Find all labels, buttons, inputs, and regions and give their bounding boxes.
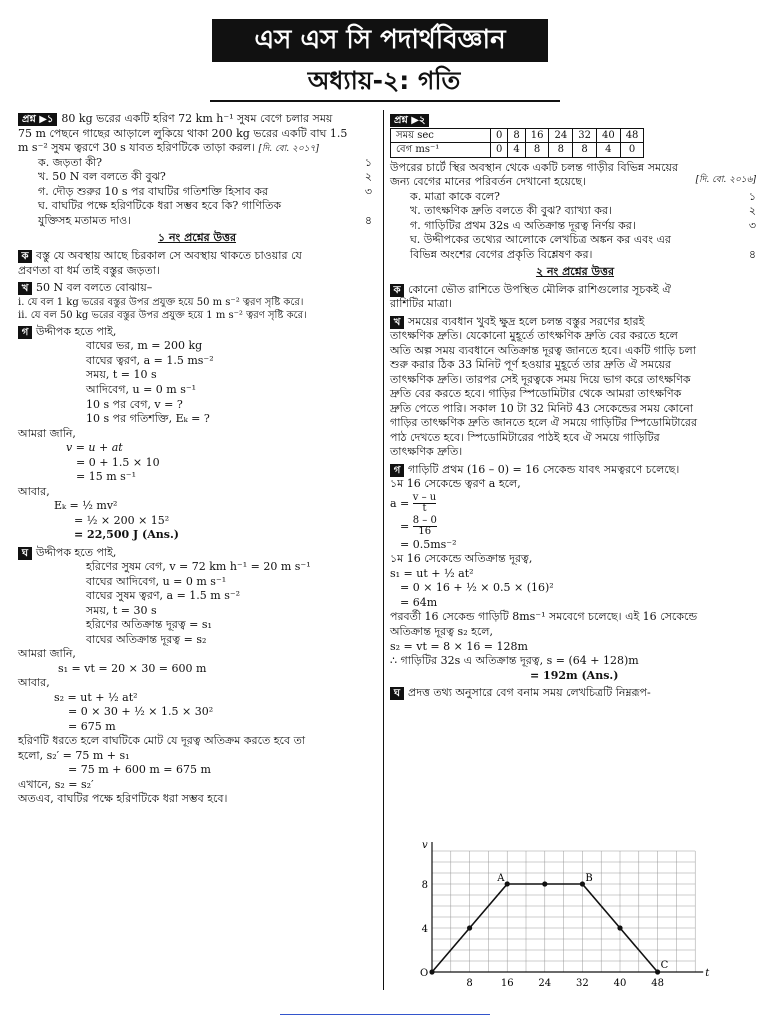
data-point <box>467 925 472 930</box>
q1-answer-heading: ১ নং প্রশ্নের উত্তর <box>157 231 237 245</box>
q1-stem-line-3: m s⁻² সুষম ত্বরণে 30 s যাবত হরিণটিকে তাড়া করল। [দি. বো. ২০১৭] <box>18 141 319 155</box>
q2-ans-ga-intro: গ গাড়িটি প্রথম (16 – 0) = 16 সেকেন্ড যাবৎ সমত্বরণে চলেছে। <box>390 463 760 478</box>
left-column <box>18 112 376 992</box>
chapter-underline <box>210 100 560 102</box>
table-cell: 32 <box>573 129 597 143</box>
q2-ans-kha-line-7: গাড়ির তাৎক্ষণিক দ্রুতি জানতে হলে ঐ সময়ে গাড়িটির স্পিডোমিটারের <box>390 416 698 430</box>
q1-part-gha-cont: যুক্তিসহ মতামত দাও। ৪ <box>38 213 372 227</box>
q1-ga-given-3: আদিবেগ, u = 0 m s⁻¹ <box>86 382 197 396</box>
q2-part-gha-cont: বিভিন্ন অংশের বেগের প্রকৃতি বিশ্লেষণ কর। ৪ <box>410 247 756 261</box>
q1-ga-calc-0: v = u + at <box>66 441 123 455</box>
y-axis-label: v <box>422 840 428 851</box>
q1-ga-know: আমরা জানি, <box>18 426 76 440</box>
ans-tag-kha: খ <box>390 316 404 329</box>
q2-ga-dist: ১ম 16 সেকেন্ডে অতিক্রান্ত দূরত্ব, <box>390 552 533 566</box>
x-tick-label: 48 <box>651 978 664 989</box>
speed-time-table <box>390 128 644 157</box>
bottom-link-line <box>280 1014 490 1015</box>
q2-stem-line-1: উপরের চার্টে স্থির অবস্থান থেকে একটি চলন্ত গাড়ীর বিভিন্ন সময়ের <box>390 160 679 174</box>
q2-ga-next-0: পরবর্তী 16 সেকেন্ড গাড়িটি 8ms⁻¹ সমবেগে চলেছে। এই 16 সেকেন্ডে <box>390 610 698 624</box>
q1-gha-given-2: বাঘের সুষম ত্বরণ, a = 1.5 m s⁻² <box>86 589 241 603</box>
data-point <box>505 881 510 886</box>
velocity-time-graph <box>410 840 720 992</box>
q2-tag: প্রশ্ন ▶২ <box>390 114 429 127</box>
table-cell: 8 <box>549 143 573 157</box>
table-cell: 8 <box>508 129 525 143</box>
q2-ga-s1-2: = 64m <box>400 595 438 609</box>
table-row <box>391 129 644 143</box>
q2-part-ka: ক. মাত্রা কাকে বলে? ১ <box>410 189 756 203</box>
q1-ga-given-4: 10 s পর বেগ, v = ? <box>86 397 183 411</box>
q2-ga-next-4: = 192m (Ans.) <box>530 668 619 682</box>
chapter-title: অধ্যায়-২: গতি <box>307 66 461 95</box>
q1-ans-kha-line-1: খ 50 N বল বলতে বোঝায়– <box>18 281 376 296</box>
q1-gha-given-0: হরিণের সুষম বেগ, v = 72 km h⁻¹ = 20 m s⁻¹ <box>86 560 311 574</box>
fraction: $\frac{v - u}{t}$ <box>412 491 437 515</box>
table-cell: 8 <box>525 143 549 157</box>
origin-label: O <box>420 968 429 979</box>
q2-ga-s1-0: s₁ = ut + ½ at² <box>390 566 474 580</box>
q2-ans-kha-line-6: দ্রুতি পেতে পারি। সকাল 10 টা 32 মিনিট 43 সেকেন্ডের সময় কোনো <box>390 401 693 415</box>
q1-gha-s1: s₁ = vt = 20 × 30 = 600 m <box>58 661 207 675</box>
q1-part-kha: খ. 50 N বল বলতে কী বুঝ? ২ <box>38 170 372 184</box>
column-divider <box>383 110 384 990</box>
q1-ga-given-0: বাঘের ভর, m = 200 kg <box>86 339 203 353</box>
q1-gha-s2-2: = 675 m <box>68 719 116 733</box>
q1-ga-ek-1: = ½ × 200 × 15² <box>74 513 170 527</box>
q1-tag: প্রশ্ন ▶১ <box>18 113 57 126</box>
q1-ga-ek-2: = 22,500 J (Ans.) <box>74 528 179 542</box>
q1-gha-concl-0: হরিণটি ধরতে হলে বাঘটিকে মোট যে দূরত্ব অতিক্রম করতে হবে তা <box>18 734 306 748</box>
book-title-banner: এস এস সি পদার্থবিজ্ঞান <box>212 19 548 62</box>
q2-ga-next-1: অতিক্রান্ত দূরত্ব s₂ হলে, <box>390 625 493 638</box>
data-point <box>580 881 585 886</box>
y-tick-label: 4 <box>421 924 428 935</box>
q2-ga-a-result: = 0.5ms⁻² <box>400 537 457 551</box>
q2-ans-kha-line-4: তাৎক্ষণিক দ্রুতি। তারপর সেই দূরত্বকে সময় দিয়ে ভাগ করে তাৎক্ষণিক <box>390 372 691 386</box>
table-cell: 8 <box>573 143 597 157</box>
q1-ans-ga-intro: গ উদ্দীপক হতে পাই, <box>18 325 376 340</box>
q1-gha-given-3: সময়, t = 30 s <box>86 603 157 617</box>
q1-ga-ek-0: Eₖ = ½ mv² <box>54 499 118 513</box>
q1-gha-concl-1: হলো, s₂′ = 75 m + s₁ <box>18 748 130 762</box>
q2-ans-kha-line-8: পাঠ দেখতে হবে। স্পিডোমিটারের পাঠই হবে ঐ সময়ে গাড়িটির <box>390 430 660 444</box>
q1-gha-again: আবার, <box>18 676 50 690</box>
q1-gha-given-5: বাঘের অতিক্রান্ত দূরত্ব = s₂ <box>86 632 207 646</box>
ans-tag-ka: ক <box>18 250 32 263</box>
table-row <box>391 143 644 157</box>
ans-tag-kha: খ <box>18 282 32 295</box>
ans-tag-ka: ক <box>390 284 404 297</box>
table-cell: 0 <box>491 143 508 157</box>
x-tick-label: 40 <box>613 978 627 989</box>
q1-gha-concl-2: = 75 m + 600 m = 675 m <box>68 763 211 777</box>
data-point <box>655 969 660 974</box>
q2-header <box>390 112 760 127</box>
fraction: $\frac{8 - 0}{16}$ <box>412 514 437 538</box>
q2-part-ga: গ. গাড়িটির প্রথম 32s এ অতিক্রান্ত দূরত্ব নির্ণয় কর। ৩ <box>410 218 756 232</box>
q2-part-gha: ঘ. উদ্দীপকের তথ্যের আলোকে লেখচিত্র অঙ্কন কর এবং এর <box>410 233 671 247</box>
q2-stem-line-2: জন্য বেগের মানের পরিবর্তন দেখানো হয়েছে। [দি. বো. ২০১৬] <box>390 175 760 190</box>
q1-ga-given-2: সময়, t = 10 s <box>86 368 157 382</box>
q1-gha-s2-1: = 0 × 30 + ½ × 1.5 × 30² <box>68 705 214 719</box>
q1-gha-know: আমরা জানি, <box>18 647 76 661</box>
point-label: C <box>660 960 669 971</box>
q2-ans-kha-line-2: অতি অল্প সময় ব্যবধানে অতিক্রান্ত দূরত্ব জানতে হবে। একটি গাড়ি চলা <box>390 343 696 357</box>
ans-tag-ga: গ <box>390 464 404 477</box>
q2-ga-next-2: s₂ = vt = 8 × 16 = 128m <box>390 639 528 653</box>
q2-ans-kha-line-1: তাৎক্ষণিক দ্রুতি। যেকোনো মুহূর্তে তাৎক্ষণিক দ্রুতি বের করতে হলে <box>390 329 678 343</box>
q1-gha-concl-4: অতএব, বাঘটির পক্ষে হরিণটিকে ধরা সম্ভব হবে। <box>18 792 228 806</box>
q2-ga-next-3: ∴ গাড়িটির 32s এ অতিক্রান্ত দূরত্ব, s = (64 + 128)m <box>390 654 639 668</box>
table-cell: 4 <box>508 143 525 157</box>
q2-ga-s1-1: = 0 × 16 + ½ × 0.5 × (16)² <box>400 581 554 595</box>
q1-ans-gha-intro: ঘ উদ্দীপক হতে পাই, <box>18 546 376 561</box>
q2-ans-kha-line-9: তাৎক্ষণিক দ্রুতি। <box>390 445 463 459</box>
q1-ga-given-5: 10 s পর গতিশক্তি, Eₖ = ? <box>86 412 210 426</box>
q1-ans-ka-line-1: ক বস্তু যে অবস্থায় আছে চিরকাল সে অবস্থায় থাকতে চাওয়ার যে <box>18 249 376 264</box>
x-tick-label: 8 <box>466 978 473 989</box>
table-cell: 0 <box>491 129 508 143</box>
q2-ans-ka-line-2: রাশিটির মাত্রা। <box>390 297 453 311</box>
table-row-label: সময় sec <box>391 129 491 143</box>
q1-stem-line-2: 75 m পেছনে গাছের আড়ালে লুকিয়ে থাকা 200 kg ভরের একটি বাঘ 1.5 <box>18 126 348 140</box>
table-row-label: বেগ ms⁻¹ <box>391 143 491 157</box>
q2-answer-heading: ২ নং প্রশ্নের উত্তর <box>535 265 615 279</box>
table-cell: 16 <box>525 129 549 143</box>
q1-gha-s2-0: s₂ = ut + ½ at² <box>54 690 138 704</box>
q1-ga-calc-2: = 15 m s⁻¹ <box>76 470 136 484</box>
q2-ans-ka-line-1: ক কোনো ভৌত রাশিতে উপস্থিত মৌলিক রাশিগুলোর সূচকই ঐ <box>390 283 760 298</box>
q2-part-kha: খ. তাৎক্ষণিক দ্রুতি বলতে কী বুঝ? ব্যাখ্যা কর। ২ <box>410 204 756 218</box>
q1-ga-given-1: বাঘের ত্বরণ, a = 1.5 ms⁻² <box>86 353 214 367</box>
q1-part-ga: গ. দৌড় শুরুর 10 s পর বাঘটির গতিশক্তি হিসাব কর ৩ <box>38 184 372 198</box>
q2-reference: [দি. বো. ২০১৬] <box>695 175 756 186</box>
q1-ans-kha-line-3: ii. যে বল 50 kg ভরের বস্তুর উপর প্রযুক্ত হয়ে 1 m s⁻² ত্বরণ সৃষ্টি করে। <box>18 309 307 321</box>
q2-ga-first: ১ম 16 সেকেন্ডে ত্বরণ a হলে, <box>390 477 521 491</box>
right-column <box>390 112 760 992</box>
q1-ga-calc-1: = 0 + 1.5 × 10 <box>76 455 160 469</box>
table-cell: 24 <box>549 129 573 143</box>
q2-ans-gha-intro: ঘ প্রদত্ত তথ্য অনুসারে বেগ বনাম সময় লেখচিত্রটি নিম্নরূপ- <box>390 686 760 701</box>
x-axis-label: t <box>705 968 710 979</box>
table-cell: 48 <box>620 129 644 143</box>
ans-tag-gha: ঘ <box>18 547 32 560</box>
x-tick-label: 16 <box>500 978 514 989</box>
x-tick-label: 24 <box>538 978 552 989</box>
q1-gha-concl-3: এখানে, s₂ = s₂′ <box>18 777 94 791</box>
table-cell: 4 <box>596 143 620 157</box>
q1-ga-again: আবার, <box>18 484 50 498</box>
ans-tag-ga: গ <box>18 326 32 339</box>
q1-part-gha: ঘ. বাঘটির পক্ষে হরিণটিকে ধরা সম্ভব হবে কি? গাণিতিক <box>38 199 282 213</box>
q2-ans-kha-line-3: শুরু করার ঠিক 33 মিনিট পূর্ণ হওয়ার মুহূর্তে তার দ্রুতি ঐ সময়ের <box>390 358 672 372</box>
data-point <box>429 969 434 974</box>
q1-ans-kha-line-2: i. যে বল 1 kg ভরের বস্তুর উপর প্রযুক্ত হয়ে 50 m s⁻² ত্বরণ সৃষ্টি করে। <box>18 296 304 308</box>
q1-reference: [দি. বো. ২০১৭] <box>258 144 319 155</box>
y-tick-label: 8 <box>421 880 428 891</box>
point-label: A <box>497 873 505 884</box>
data-point <box>542 881 547 886</box>
q2-ans-kha-line-0: খ সময়ের ব্যবধান খুবই ক্ষুদ্র হলে চলন্ত বস্তুর সরণের হারই <box>390 315 760 330</box>
q1-gha-given-4: হরিণের অতিক্রান্ত দূরত্ব = s₁ <box>86 618 212 632</box>
q1-part-ka: ক. জড়তা কী? ১ <box>38 155 372 169</box>
q1-stem-line-1: প্রশ্ন ▶১ 80 kg ভরের একটি হরিণ 72 km h⁻¹ সুষম বেগে চলার সময় <box>18 112 376 127</box>
q2-ga-acceleration: a = $\frac{v - u}{t}$ <box>390 491 437 515</box>
q1-gha-given-1: বাঘের আদিবেগ, u = 0 m s⁻¹ <box>86 574 227 588</box>
ans-tag-gha: ঘ <box>390 687 404 700</box>
table-cell: 40 <box>596 129 620 143</box>
table-cell: 0 <box>620 143 644 157</box>
data-point <box>617 925 622 930</box>
q2-ga-acceleration-2: = $\frac{8 - 0}{16}$ <box>400 514 437 538</box>
q2-ans-kha-line-5: দ্রুতি বের করতে হবে। গাড়ির স্পিডোমিটার থেকে আমরা তাৎক্ষণিক <box>390 387 682 401</box>
point-label: B <box>585 873 593 884</box>
q1-ans-ka-line-2: প্রবণতা বা ধর্ম তাই বস্তুর জড়তা। <box>18 263 160 277</box>
x-tick-label: 32 <box>576 978 589 989</box>
